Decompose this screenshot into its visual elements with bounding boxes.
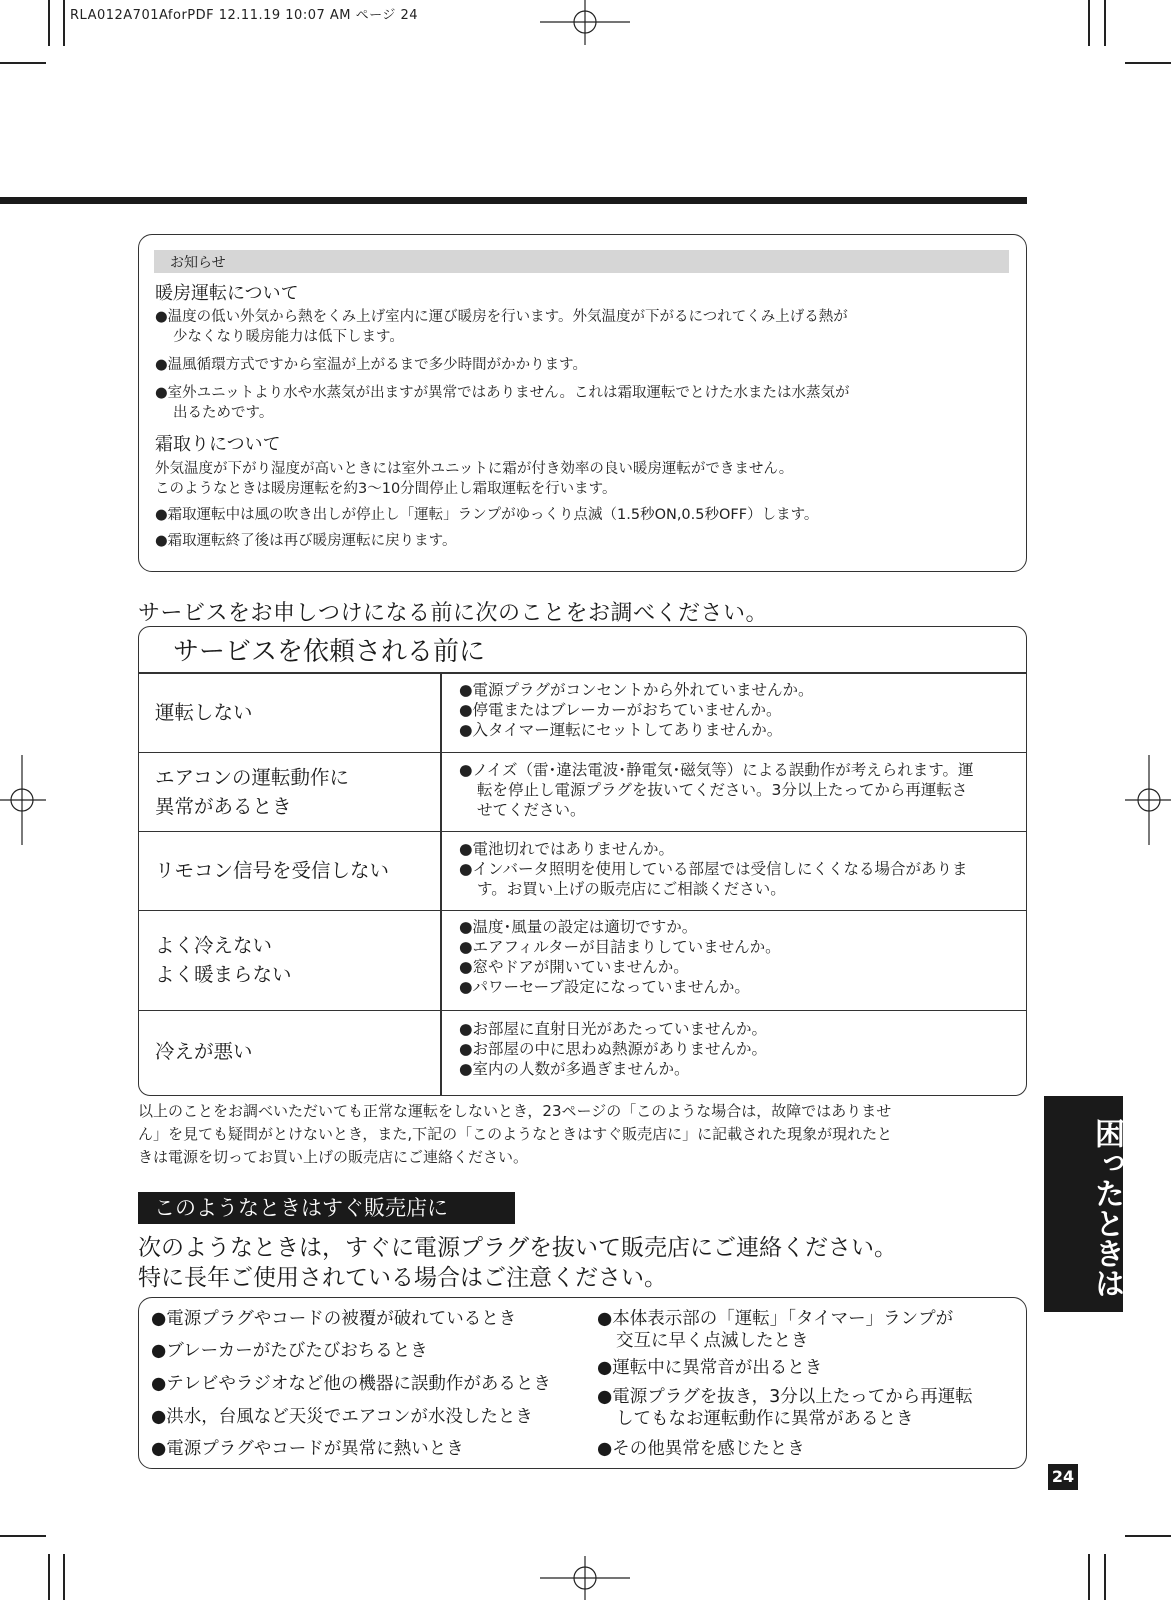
table-row [139, 674, 1026, 753]
list-item: ●テレビやラジオなど他の機器に誤動作があるとき [151, 1374, 551, 1394]
registration-mark-left [0, 755, 46, 845]
checklist: ●電源プラグがコンセントから外れていませんか。 ●停電またはブレーカーがおちていませんか。 ●入タイマー運転にセットしてありませんか。 [459, 681, 814, 739]
table-row [139, 1011, 1026, 1096]
checklist: ●お部屋に直射日光があたっていませんか。 ●お部屋の中に思わぬ熱源がありませんか。 ●室内の人数が多過ぎませんか。 [459, 1020, 768, 1078]
list-item: ●洪水，台風など天災でエアコンが水没したとき [151, 1407, 533, 1427]
defrost-body: 外気温度が下がり湿度が高いときには室外ユニットに霜が付き効率の良い暖房運転ができません。 このようなときは暖房運転を約3～10分間停止し霜取運転を行います。 [155, 461, 794, 497]
heating-heading: 暖房運転について [155, 283, 299, 304]
registration-mark-bottom [540, 1552, 630, 1600]
table-row [139, 911, 1026, 1011]
list-item: ●電源プラグを抜き，3分以上たってから再運転 してもなお運転動作に異常があるとき [597, 1387, 973, 1429]
heating-item-2: ●温風循環方式ですから室温が上がるまで多少時間がかかります。 [155, 357, 587, 373]
list-item: ●その他異常を感じたとき [597, 1439, 805, 1459]
registration-mark-right [1125, 755, 1171, 845]
symptom-label: 運転しない [155, 701, 253, 724]
list-item: ●本体表示部の「運転」「タイマー」ランプが 交互に早く点滅したとき [597, 1309, 954, 1351]
defrost-item-1: ●霜取運転中は風の吹き出しが停止し「運転」ランプがゆっくり点滅（1.5秒ON,0.5秒OFF）します。 [155, 507, 819, 523]
defrost-item-2: ●霜取運転終了後は再び暖房運転に戻ります。 [155, 533, 457, 549]
top-rule [0, 197, 1027, 204]
list-item: ●電源プラグやコードが異常に熱いとき [151, 1439, 464, 1459]
checklist: ●電池切れではありませんか。 ●インバータ照明を使用している部屋では受信しにくくなる場合がありま す。お買い上げの販売店にご相談ください。 [459, 840, 968, 898]
notice-label-bar [154, 250, 1009, 273]
chapter-side-tab-label: 困ったときは [1089, 1118, 1124, 1298]
heating-item-3: ●室外ユニットより水や水蒸気が出ますが異常ではありません。これは霜取運転でとけた水または水蒸気が 出るためです。 [155, 385, 850, 421]
notice-label: お知らせ [170, 255, 226, 271]
dealer-section-label: このようなときはすぐ販売店に [138, 1192, 515, 1224]
checklist: ●温度･風量の設定は適切ですか。 ●エアフィルターが目詰まりしていませんか。 ●窓やドアが開いていませんか。 ●パワーセーブ設定になっていませんか。 [459, 918, 781, 996]
print-slug: RLA012A701AforPDF 12.11.19 10:07 AM ページ 24 [70, 8, 419, 23]
list-item: ●電源プラグやコードの被覆が破れているとき [151, 1309, 517, 1329]
chapter-side-tab [1044, 1096, 1123, 1312]
table-row [139, 753, 1026, 832]
notice-box [138, 234, 1027, 572]
service-lead: サービスをお申しつけになる前に次のことをお調べください。 [138, 601, 769, 626]
symptom-label: 冷えが悪い [155, 1040, 253, 1063]
table-row [139, 832, 1026, 911]
list-item: ●ブレーカーがたびたびおちるとき [151, 1341, 428, 1361]
defrost-heading: 霜取りについて [155, 434, 281, 455]
symptom-label: リモコン信号を受信しない [155, 859, 390, 882]
checklist: ●ノイズ（雷･違法電波･静電気･磁気等）による誤動作が考えられます。運 転を停止し電源プラグを抜いてください。3分以上たってから再運転さ せてください。 [459, 761, 974, 819]
list-item: ●運転中に異常音が出るとき [597, 1358, 823, 1378]
page-number: 24 [1048, 1464, 1078, 1490]
dealer-warning-box [138, 1297, 1027, 1469]
registration-mark-top [540, 0, 630, 50]
symptom-label: よく冷えない よく暖まらない [155, 934, 292, 986]
service-table [138, 626, 1027, 1096]
heating-item-1: ●温度の低い外気から熱をくみ上げ室内に運び暖房を行います。外気温度が下がるにつれてくみ上げる熱が 少なくなり暖房能力は低下します。 [155, 309, 848, 345]
symptom-label: エアコンの運転動作に 異常があるとき [155, 766, 350, 818]
dealer-lead: 次のようなときは，すぐに電源プラグを抜いて販売店にご連絡ください。 特に長年ご使用されている場合はご注意ください。 [138, 1235, 897, 1291]
service-table-title: サービスを依頼される前に [173, 637, 486, 667]
service-footnote: 以上のことをお調べいただいても正常な運転をしないとき，23ページの「このような場合は，故障ではありませ ん」を見ても疑問がとけないとき，また,下記の「このようなときはすぐ販売店に」に記載された現象が現れたと きは電源を切ってお買い上げの販売店にご連絡ください。 [138, 1102, 893, 1166]
